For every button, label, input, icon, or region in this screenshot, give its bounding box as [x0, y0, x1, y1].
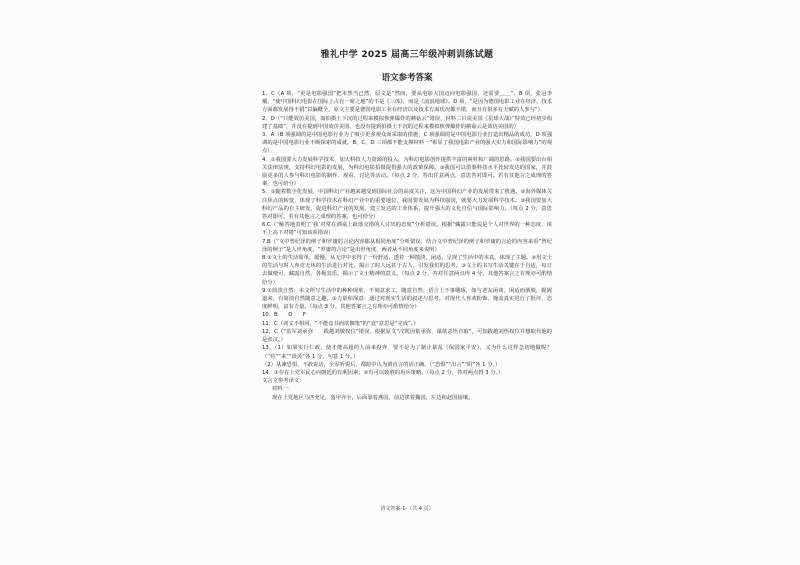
- answer-sheet: [262, 50, 552, 515]
- answer-paragraph: 13．（1）如果实行仁政，使才能高超的人前来投奔，要不是为了制止暴乱（保国家平安），又为什么这样急切地做呢？（“苟”“来”“汲汲”各 1 分，句意 1 分。）: [262, 345, 552, 360]
- answer-paragraph: 8.①文士的生活简单，缓慢，从无序中求得了一份舒适，透着一种散淡，闲适，呈现了生活中的本真，体现了主题。②用文士的生活与时人奔竞无休的生活进行对比，揭示了时人远甚于古人，引发我们的思考。③文士的书写生活关键在于自适，每日去做便可，藏露自然，各极其乐，揭示了文士精神的意义。（每点 2 分，答对任意两点得 4 分，其他答案言之有理亦可酌情给分）: [262, 255, 552, 286]
- answer-paragraph: 4．①我国要大力发展科学技术，加大科技人力资源的投入，为科幻电影创作提供丰富的素材和广阔的思路。②我国要出台相关法律法规，支持科幻电影的发展，为科幻电影拍摄提供强大的政策保障。③我国可以借鉴科技水平比较发达的国家，并鼓励更多的人参与科幻电影的制作、观看、讨论等活动。（每点 2 分，答出任意两点，意思答对即可。若有其他言之成理的答案，也可给分）: [262, 156, 552, 188]
- answer-body: [262, 90, 552, 402]
- answer-paragraph: 14．①存在上党军民心向朝廷的有利因素；②有可以致胜的用兵策略。（每点 2 分，答对两点得 3 分。）: [262, 369, 504, 376]
- answer-paragraph: 3．A（B 项强调的是中国电影行业为了吸引更多观众而采取的措施，C 项强调的是中国电影行业打造出精品的成功，D 项强调的是中国电影行业不断探索的成就。B、C、D 三项都不能支撑材料一“彰显了我国电影产业的强大实力和国际影响力”的观点）: [262, 132, 552, 155]
- answer-paragraph: 现在上党地区马匹充足，盔甲齐全，后面靠着燕国，前边挨着魏国，左边和赵国接壤。: [272, 394, 474, 401]
- document-subtitle: 语文参考答案: [381, 73, 433, 83]
- answer-paragraph: （2）从谏恐惧，不敢说话，全军听说后，都暗中认为贾直言的话正确。（“恐惧”“出言”“阴”各 1 分。）: [262, 361, 501, 368]
- answer-paragraph: 6.C（“解答地表明了‘我’对常在酒桌上趾落交错的人讨厌的态度”分析错误。根据“藏露只能说是个人对世界的一种态度，谈不上高下对错”可知该项错误）: [262, 222, 552, 237]
- answer-paragraph: 12．C（“监军刘承弥 践越刘敏权位”错误，根据原文“汶既因依承弥，谋欲杀悟自取”，可知践越刘悟权位并想取代他的是张汶。）: [262, 328, 552, 344]
- answer-paragraph: 文言文参考译文：: [262, 378, 305, 385]
- answer-paragraph: 9.①简淡自然：本文所写生活中的种种现象，不刻意求工，随意自然；语言上不事雕琢，如与老友闲谈，闲适而洒脱，娓娓道来，有简淡自然随意之趣。②力量和深意：通过对现实生活的叙述与思考，对现代人喜欢粉饰、掩盖真实进行了批评，态度鲜明，富有力量。（每点 3 分，其他答案言之有理亦可酌情给分）: [262, 287, 552, 311]
- answer-paragraph: 材料一：: [272, 386, 294, 393]
- page-footer: 语文答案-1-（共 4 页）: [380, 506, 434, 512]
- answer-paragraph: 11．C（词义不相同，“不能竟书而欲搁笔”的“竟”意思是“完成”。）: [262, 320, 419, 327]
- document-title: 雅礼中学 2025 届高三年级冲刺训练试题: [320, 50, 494, 60]
- answer-paragraph: 7.B（“文中曾纪泽的例子和罗庸的言论内容都从相同角度”分析错误，结合文中曾纪泽的例子和罗庸的言论的内容来看“曾纪泽的例子”是人世角度，“罗庸的言论”是出世角度，两者从不同角度来说明）: [262, 238, 552, 253]
- answer-paragraph: 5．①随着数字化发展，中国科幻产业越来越受到国际社会的高度关注，这为中国科幻产业的发展带来了机遇。②海外媒体关注焦点的转变，体现了科学技术在科幻产业中的重要地位，我国要发展为科技强国，就要大力发展科学技术。③我国要加大科幻产品的自主研发，促进科幻产业的发展，建立发达的工业体系，提升强大的文化自信与国际影响力。（每点 2 分，意思答对即可，若有其他言之成理的答案，也可给分）: [262, 189, 552, 221]
- answer-paragraph: 1．C（A 项，“更是电影强国”把未然当已然，原文是“然而，要从电影大国迈向电影强国，还需要＿＿”。B 项，张冠李戴，“使中国科幻电影在国际上占有一席之地”的不是《三体》，而是《流浪地球》。D 项，“是因为德国电影工业在经济、技术方面都发展得不错”以偏概全，原文主要是德国电影工业在经济以及技术方面状况都不错，而且有很多有天赋的人参与”）: [262, 91, 552, 114]
- answer-paragraph: 10．B D F: [262, 312, 306, 319]
- answer-paragraph: 2．D（“只能效仿美国，如拍摄土下沉的过程来模拟恢弹爆炸的蘑菇云”错误，材料二只说美国《星球大战》”特效已经初步构建了基础”，并没有提到中国效仿美国，也没有提到拍摄土下沉的过程来模拟核弹爆炸的蘑菇云是效仿美国的）: [262, 115, 552, 130]
